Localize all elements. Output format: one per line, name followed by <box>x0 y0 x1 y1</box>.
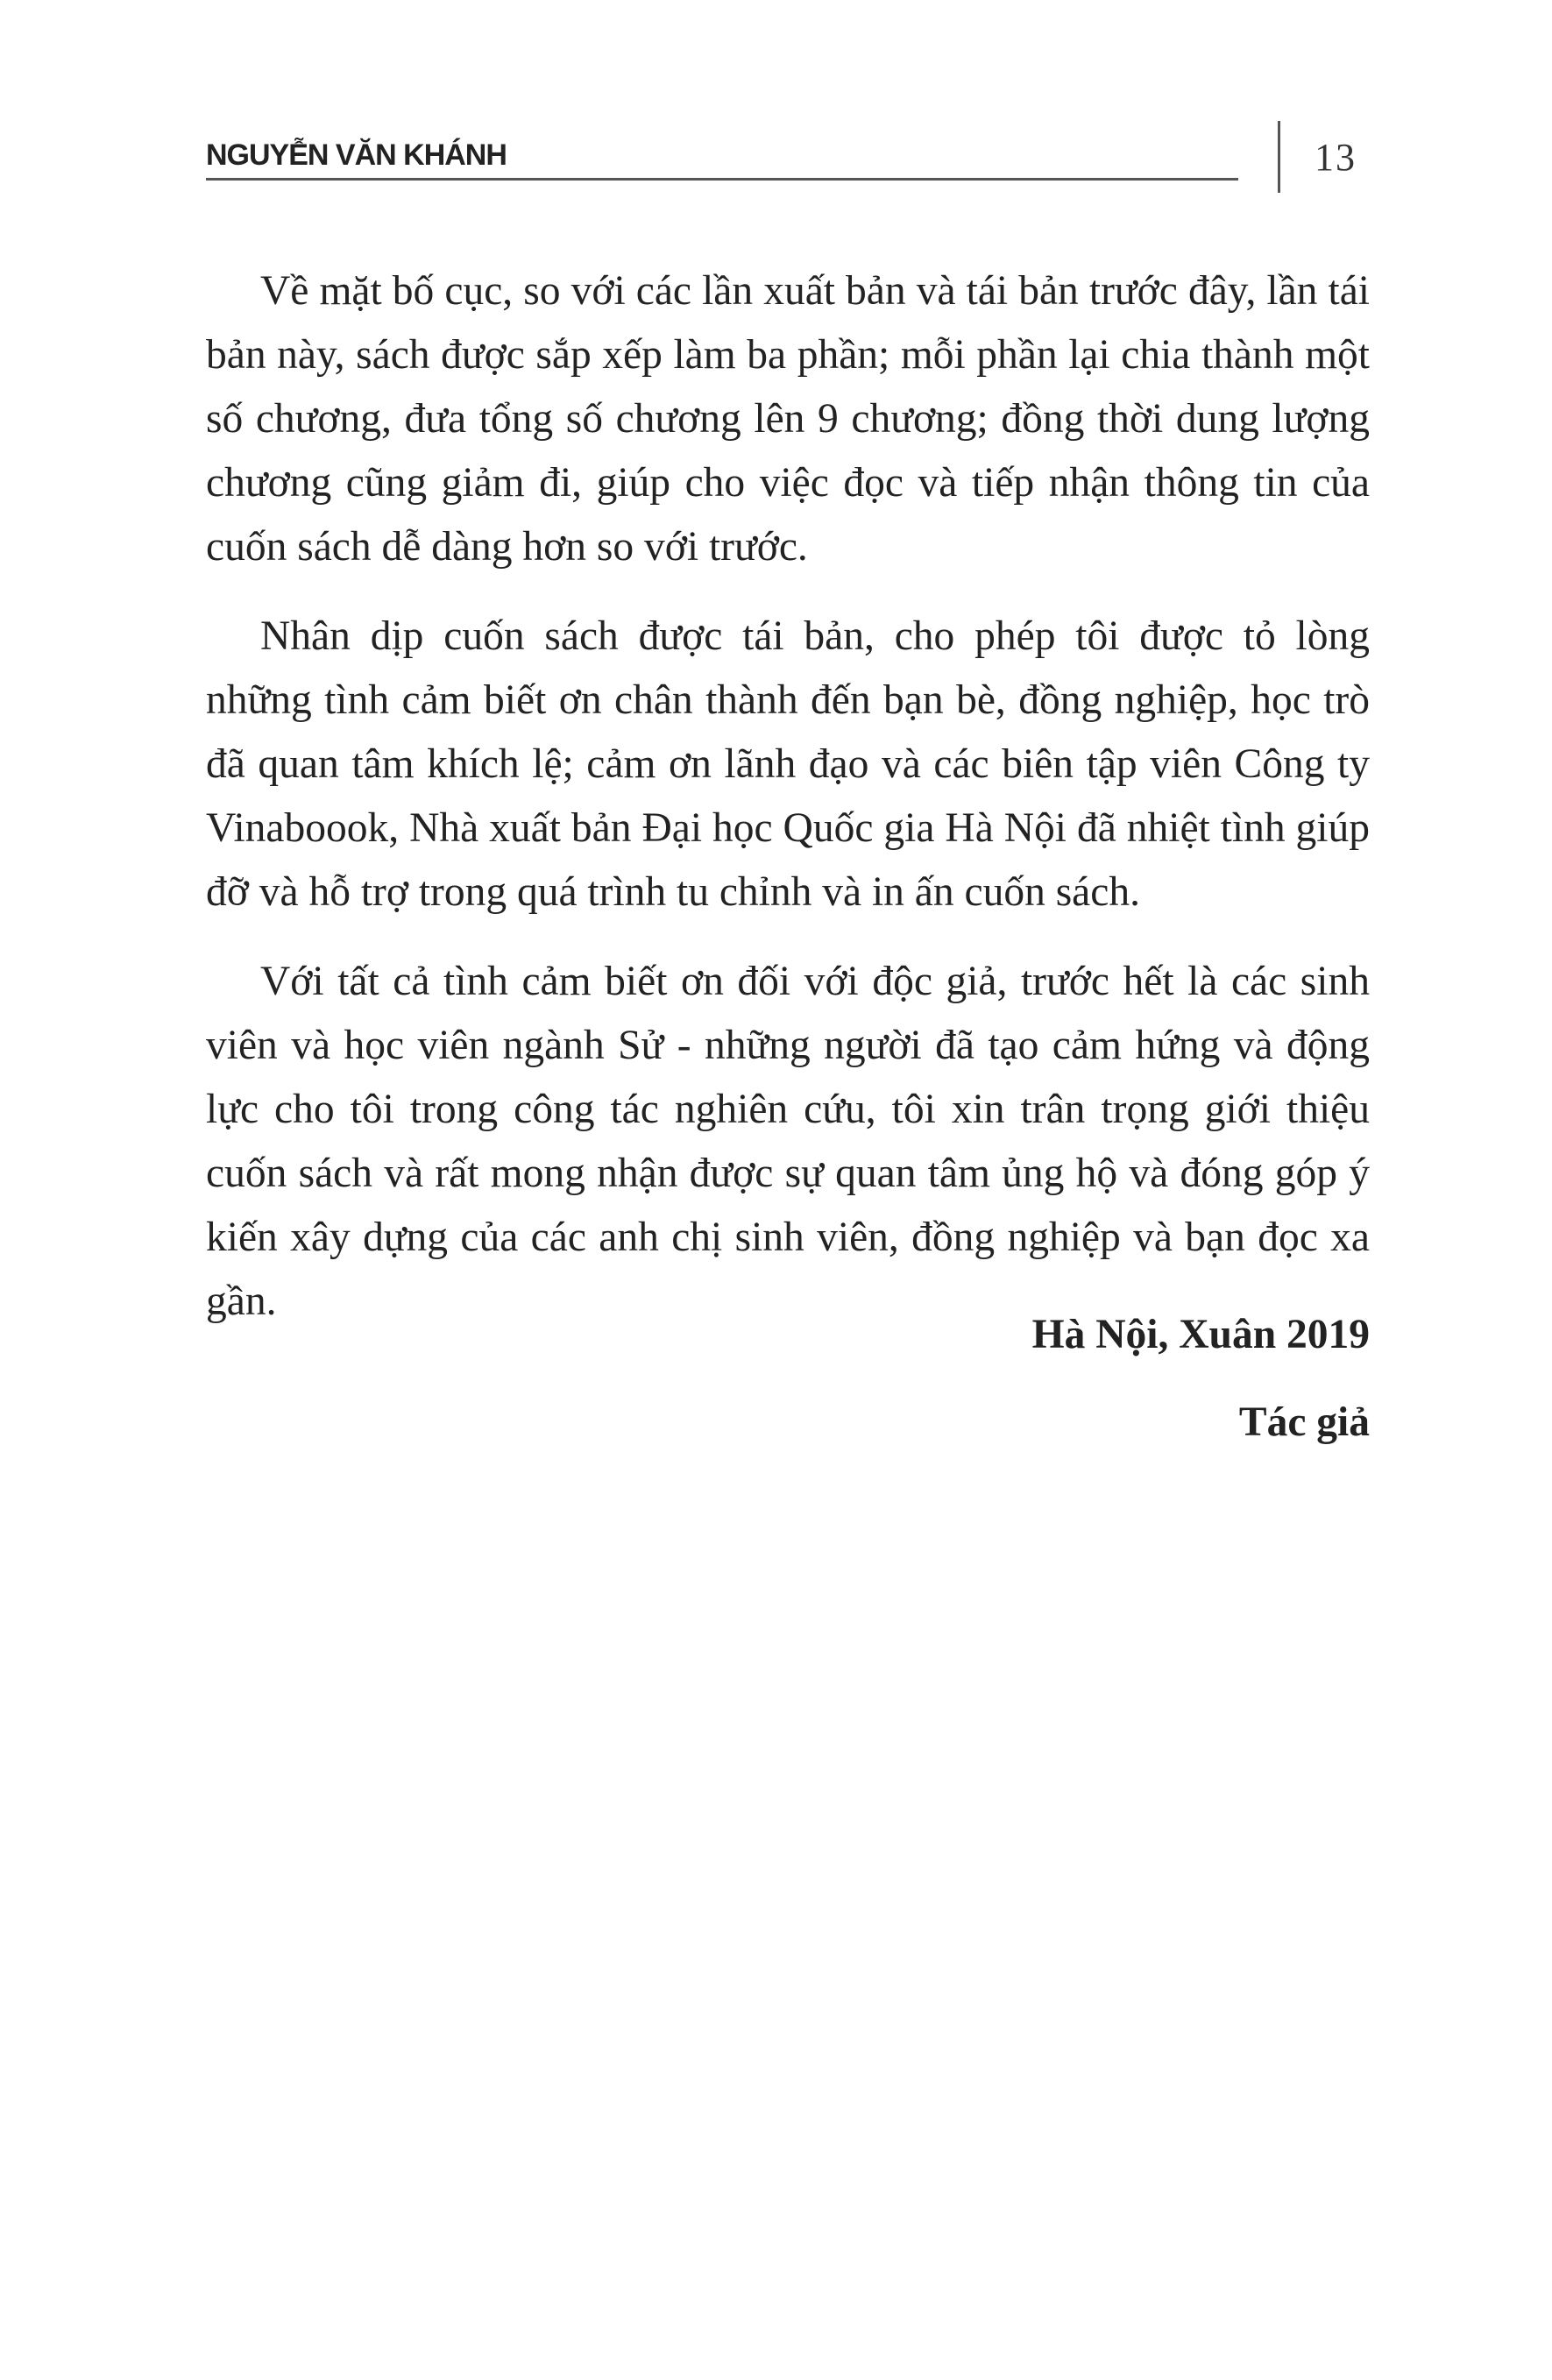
paragraph: Nhân dịp cuốn sách được tái bản, cho phép tôi được tỏ lòng những tình cảm biết ơn chân thành đến bạn bè, đồng nghiệp, học trò đã quan tâm khích lệ; cảm ơn lãnh đạo và các biên tập viên Công ty Vinaboook, Nhà xuất bản Đại học Quốc gia Hà Nội đã nhiệt tình giúp đỡ và hỗ trợ trong quá trình tu chỉnh và in ấn cuốn sách. <box>206 613 1370 915</box>
paragraph: Với tất cả tình cảm biết ơn đối với độc giả, trước hết là các sinh viên và học viên ngành Sử - những người đã tạo cảm hứng và động lực cho tôi trong công tác nghiên cứu, tôi xin trân trọng giới thiệu cuốn sách và rất mong nhận được sự quan tâm ủng hộ và đóng góp ý kiến xây dựng của các anh chị sinh viên, đồng nghiệp và bạn đọc xa gần. <box>206 959 1370 1324</box>
body-text <box>206 259 1370 1359</box>
page-number: 13 <box>1315 136 1357 179</box>
paragraph: Về mặt bố cục, so với các lần xuất bản và tái bản trước đây, lần tái bản này, sách được sắp xếp làm ba phần; mỗi phần lại chia thành một số chương, đưa tổng số chương lên 9 chương; đồng thời dung lượng chương cũng giảm đi, giúp cho việc đọc và tiếp nhận thông tin của cuốn sách dễ dàng hơn so với trước. <box>206 268 1370 570</box>
signature-place-date: Hà Nội, Xuân 2019 <box>1031 1312 1370 1357</box>
running-head: NGUYỄN VĂN KHÁNH <box>206 138 507 172</box>
header-rule <box>206 178 1238 181</box>
signature-author: Tác giả <box>1238 1399 1370 1445</box>
header-divider <box>1278 121 1280 193</box>
